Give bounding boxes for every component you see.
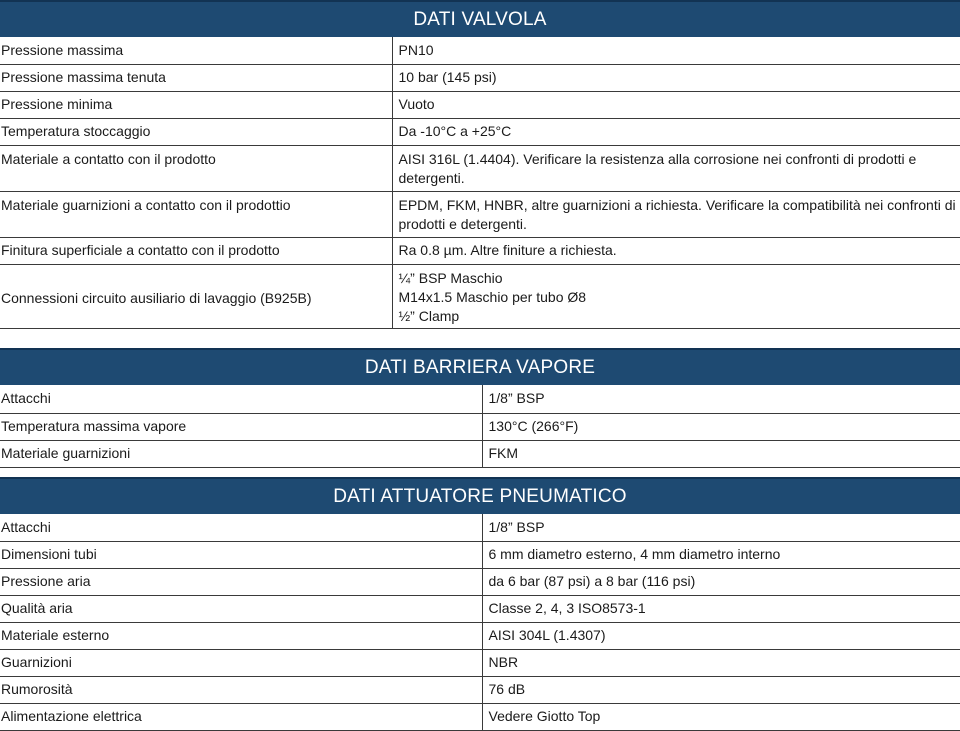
valve-data-table (0, 37, 960, 329)
row-value: Classe 2, 4, 3 ISO8573-1 (482, 595, 960, 622)
row-label: Guarnizioni (0, 649, 482, 676)
table-row (0, 385, 960, 413)
row-value: M14x1.5 Maschio per tubo Ø8 (398, 288, 587, 305)
table-row (0, 191, 960, 237)
table-row (0, 37, 960, 64)
row-label: Attacchi (0, 514, 482, 541)
row-value: PN10 (392, 37, 960, 64)
table-row (0, 64, 960, 91)
row-label: Temperatura massima vapore (0, 413, 482, 440)
table-row (0, 237, 960, 264)
row-label: Pressione minima (0, 91, 392, 118)
row-label: Rumorosità (0, 676, 482, 703)
row-label: Pressione aria (0, 568, 482, 595)
row-value: NBR (482, 649, 960, 676)
table-row (0, 440, 960, 467)
table-row (0, 264, 960, 328)
row-label: Pressione massima tenuta (0, 64, 392, 91)
row-value: AISI 304L (1.4307) (482, 622, 960, 649)
row-value: da 6 bar (87 psi) a 8 bar (116 psi) (482, 568, 960, 595)
section-title: DATI ATTUATORE PNEUMATICO (0, 477, 960, 514)
row-value: 1/8” BSP (482, 385, 960, 413)
row-label: Qualità aria (0, 595, 482, 622)
table-row (0, 91, 960, 118)
row-value: Vuoto (392, 91, 960, 118)
row-value-list (392, 264, 960, 328)
row-value: ¼” BSP Maschio (398, 269, 503, 286)
table-row (0, 568, 960, 595)
row-label: Connessioni circuito ausiliario di lavaggio (B925B) (0, 264, 392, 328)
row-label: Alimentazione elettrica (0, 703, 482, 730)
steam-barrier-table (0, 385, 960, 468)
table-row (0, 514, 960, 541)
row-value: Vedere Giotto Top (482, 703, 960, 730)
section-valve-data (0, 0, 960, 329)
table-row (0, 595, 960, 622)
section-title: DATI VALVOLA (0, 0, 960, 37)
row-label: Materiale esterno (0, 622, 482, 649)
row-label: Materiale a contatto con il prodotto (0, 145, 392, 191)
table-row (0, 413, 960, 440)
row-value: 6 mm diametro esterno, 4 mm diametro interno (482, 541, 960, 568)
row-value: 10 bar (145 psi) (392, 64, 960, 91)
row-value: Ra 0.8 µm. Altre finiture a richiesta. (392, 237, 960, 264)
row-value: Da -10°C a +25°C (392, 118, 960, 145)
row-label: Temperatura stoccaggio (0, 118, 392, 145)
section-steam-barrier-data (0, 348, 960, 468)
row-label: Materiale guarnizioni a contatto con il prodottio (0, 191, 392, 237)
row-value: 76 dB (482, 676, 960, 703)
table-row (0, 622, 960, 649)
row-value: ½” Clamp (398, 307, 460, 324)
row-label: Materiale guarnizioni (0, 440, 482, 467)
row-label: Finitura superficiale a contatto con il prodotto (0, 237, 392, 264)
row-value: EPDM, FKM, HNBR, altre guarnizioni a richiesta. Verificare la compatibilità nei confronti di prodotti e detergenti. (392, 191, 960, 237)
table-row (0, 676, 960, 703)
row-value: 130°C (266°F) (482, 413, 960, 440)
section-title: DATI BARRIERA VAPORE (0, 348, 960, 385)
pneumatic-actuator-table (0, 514, 960, 731)
table-row (0, 118, 960, 145)
row-label: Dimensioni tubi (0, 541, 482, 568)
row-value: FKM (482, 440, 960, 467)
table-row (0, 649, 960, 676)
row-value: AISI 316L (1.4404). Verificare la resistenza alla corrosione nei confronti di prodotti e detergenti. (392, 145, 960, 191)
row-value: 1/8” BSP (482, 514, 960, 541)
row-label: Attacchi (0, 385, 482, 413)
row-label: Pressione massima (0, 37, 392, 64)
table-row (0, 703, 960, 730)
table-row (0, 541, 960, 568)
table-row (0, 145, 960, 191)
section-pneumatic-actuator-data (0, 477, 960, 731)
